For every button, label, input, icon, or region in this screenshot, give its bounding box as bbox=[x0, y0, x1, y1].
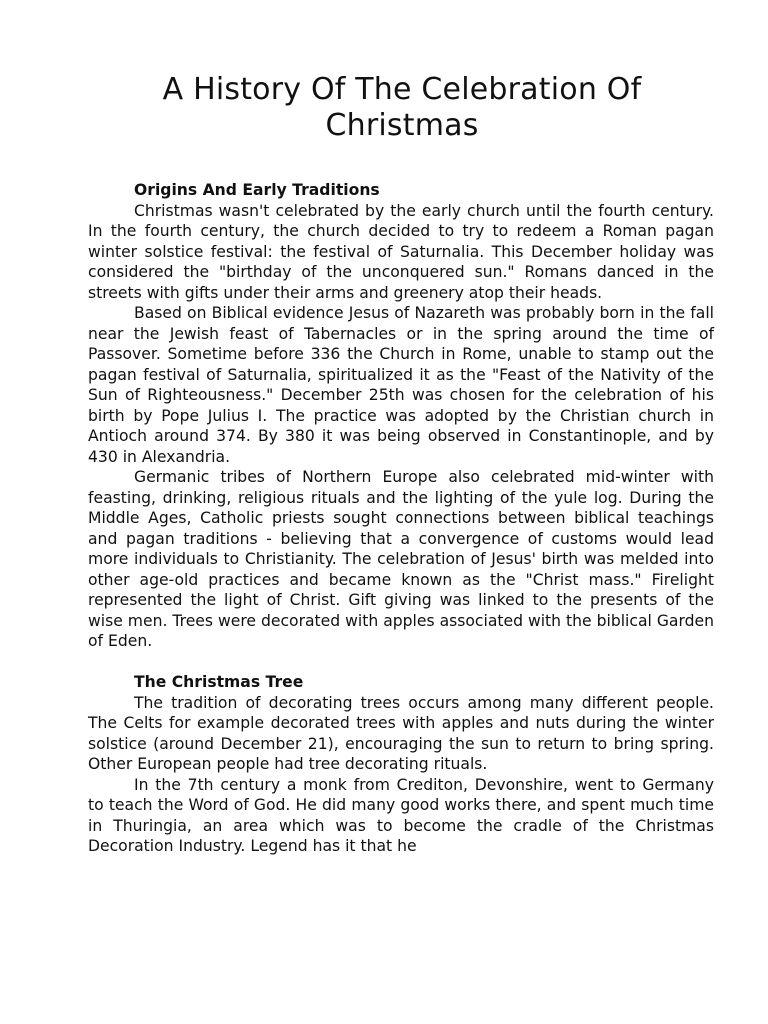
document-body bbox=[88, 180, 714, 857]
document-title bbox=[92, 72, 712, 144]
paragraph: Christmas wasn't celebrated by the early church until the fourth century. In the fourth century, the church decided to try to redeem a Roman pagan winter solstice festival: the festival of Saturnalia. This December holiday was considered the "birthday of the unconquered sun." Romans danced in the streets with gifts under their arms and greenery atop their heads. bbox=[88, 201, 714, 302]
paragraph: Based on Biblical evidence Jesus of Nazareth was probably born in the fall near the Jewish feast of Tabernacles or in the spring around the time of Passover. Sometime before 336 the Church in Rome, unable to stamp out the pagan festival of Saturnalia, spiritualized it as the "Feast of the Nativity of the Sun of Righteousness." December 25th was chosen for the celebration of his birth by Pope Julius I. The practice was adopted by the Christian church in Antioch around 374. By 380 it was being observed in Constantinople, and by 430 in Alexandria. bbox=[88, 304, 714, 466]
paragraph: Germanic tribes of Northern Europe also celebrated mid-winter with feasting, drinking, religious rituals and the lighting of the yule log. During the Middle Ages, Catholic priests sought connections between biblical teachings and pagan traditions - believing that a convergence of customs would lead more individuals to Christianity. The celebration of Jesus' birth was melded into other age-old practices and became known as the "Christ mass." Firelight represented the light of Christ. Gift giving was linked to the presents of the wise men. Trees were decorated with apples associated with the biblical Garden of Eden. bbox=[88, 468, 714, 650]
section-spacer bbox=[88, 652, 714, 673]
paragraph: The tradition of decorating trees occurs among many different people. The Celts for example decorated trees with apples and nuts during the winter solstice (around December 21), encouraging the sun to return to bring spring. Other European people had tree decorating rituals. bbox=[88, 693, 714, 773]
section-heading-origins: Origins And Early Traditions bbox=[134, 181, 380, 199]
section-heading-christmas-tree: The Christmas Tree bbox=[134, 673, 304, 691]
paragraph: In the 7th century a monk from Crediton, Devonshire, went to Germany to teach the Word of God. He did many good works there, and spent much time in Thuringia, an area which was to become the cradle of the Christmas Decoration Industry. Legend has it that he bbox=[88, 775, 714, 855]
document-title-line-2: Christmas bbox=[325, 108, 479, 143]
document-title-line-1: A History Of The Celebration Of bbox=[162, 72, 642, 107]
